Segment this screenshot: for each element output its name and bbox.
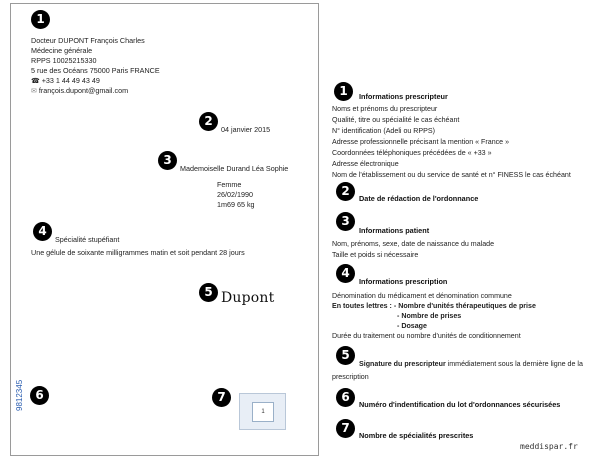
- legend-5-rest: immédiatement sous la dernière ligne de la: [445, 360, 583, 368]
- legend-1-line-5: Coordonnées téléphoniques précédées de « +33 »: [332, 149, 492, 157]
- marker-6: 6: [30, 386, 49, 405]
- marker-4: 4: [33, 222, 52, 241]
- legend-5-line-2: prescription: [332, 373, 369, 381]
- prescription-date: 04 janvier 2015: [221, 125, 271, 134]
- marker-7: 7: [212, 388, 231, 407]
- legend-title-6: Numéro d'indentification du lot d'ordonnances sécurisées: [359, 400, 561, 409]
- legend-marker-2: 2: [336, 182, 355, 201]
- lot-number: [14, 379, 24, 411]
- legend-title-3: Informations patient: [359, 226, 430, 235]
- prescriber-name: Docteur DUPONT François Charles: [31, 36, 145, 45]
- prescriber-signature: Dupont: [221, 290, 275, 306]
- legend-1-line-3: N° identification (Adeli ou RPPS): [332, 127, 435, 135]
- legend-1-line-4: Adresse professionnelle précisant la mention « France »: [332, 138, 510, 146]
- marker-5: 5: [199, 283, 218, 302]
- legend-1-line-6: Adresse électronique: [332, 160, 399, 168]
- legend-title-5: Signature du prescripteur: [359, 360, 446, 368]
- patient-sex: Femme: [217, 180, 242, 189]
- prescriber-rpps: RPPS 10025215330: [31, 56, 97, 65]
- lot-number-text: 9812345: [15, 379, 24, 411]
- patient-name: Mademoiselle Durand Léa Sophie: [180, 164, 289, 173]
- marker-3: 3: [158, 151, 177, 170]
- legend-1-line-1: Noms et prénoms du prescripteur: [332, 105, 438, 113]
- site-watermark: meddispar.fr: [520, 442, 578, 451]
- prescriber-email-row: [31, 86, 128, 97]
- drug-title: Spécialité stupéfiant: [55, 235, 120, 244]
- legend-marker-6: 6: [336, 388, 355, 407]
- patient-height-weight: 1m69 65 kg: [217, 200, 255, 209]
- legend-3-line-2: Taille et poids si nécessaire: [332, 251, 419, 259]
- legend-title-4: Informations prescription: [359, 277, 448, 286]
- legend-title-7: Nombre de spécialités prescrites: [359, 431, 474, 440]
- specialty-count-box: [239, 393, 286, 430]
- envelope-icon: ✉: [31, 88, 37, 95]
- legend-title-2: Date de rédaction de l'ordonnance: [359, 194, 479, 203]
- telephone-icon: ☎: [31, 78, 40, 85]
- specialty-count: 1: [252, 402, 274, 422]
- legend-3-line-1: Nom, prénoms, sexe, date de naissance du malade: [332, 240, 495, 248]
- legend-4-line-1: Dénomination du médicament et dénomination commune: [332, 292, 512, 300]
- legend-marker-1: 1: [334, 82, 353, 101]
- legend-4-line-5: Durée du traitement ou nombre d'unités de conditionnement: [332, 332, 521, 340]
- prescriber-specialty: Médecine générale: [31, 46, 93, 55]
- legend-4-line-4: - Dosage: [397, 322, 427, 330]
- legend-title-1: Informations prescripteur: [359, 92, 448, 101]
- legend-1-line-2: Qualité, titre ou spécialité le cas échéant: [332, 116, 460, 124]
- drug-posology: Une gélule de soixante milligrammes matin et soit pendant 28 jours: [31, 248, 245, 257]
- legend-4-line-2-rest: - Nombre d'unités thérapeutiques de prise: [391, 302, 536, 310]
- legend-marker-3: 3: [336, 212, 355, 231]
- legend-marker-7: 7: [336, 419, 355, 438]
- marker-2: 2: [199, 112, 218, 131]
- patient-birthdate: 26/02/1990: [217, 190, 253, 199]
- legend-marker-4: 4: [336, 264, 355, 283]
- prescriber-address: 5 rue des Océans 75000 Paris FRANCE: [31, 66, 160, 75]
- legend-4-line-3: - Nombre de prises: [397, 312, 462, 320]
- prescriber-email[interactable]: françois.dupont@gmail.com: [38, 86, 129, 95]
- legend-marker-5: 5: [336, 346, 355, 365]
- marker-1: 1: [31, 10, 50, 29]
- legend-4-line-2-lead: En toutes lettres :: [332, 302, 392, 310]
- prescriber-phone: +33 1 44 49 43 49: [41, 76, 100, 85]
- legend-5-line-1: [359, 359, 583, 370]
- legend-1-line-7: Nom de l'établissement ou du service de santé et n° FINESS le cas échéant: [332, 171, 571, 179]
